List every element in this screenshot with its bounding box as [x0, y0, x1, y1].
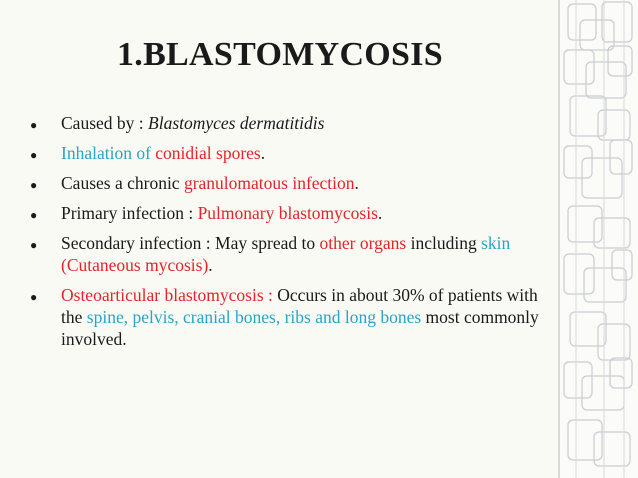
bullet-dot-icon: ● — [30, 208, 38, 222]
highlight-text: other organs — [319, 233, 407, 253]
bullet-text: . — [354, 173, 359, 193]
highlight-text: Osteoarticular blastomycosis : — [61, 285, 278, 305]
bullet-text: . — [377, 203, 383, 223]
bullet-item-chronic — [30, 172, 560, 194]
bullet-text: Inhalation of — [61, 143, 156, 163]
highlight-text: granulomatous infection — [183, 173, 355, 193]
bullet-item-osteoarticular — [30, 284, 560, 350]
bullet-list — [30, 112, 560, 358]
highlight-text: (Cutaneous mycosis) — [61, 255, 209, 275]
bullet-text: Caused by : — [61, 113, 149, 133]
bullet-dot-icon: ● — [30, 238, 38, 252]
organism-name: Blastomyces dermatitidis — [148, 113, 325, 133]
bullet-dot-icon: ● — [30, 178, 38, 192]
bullet-text: . — [208, 255, 213, 275]
highlight-text: Pulmonary blastomycosis — [197, 203, 378, 223]
bullet-text: including — [406, 233, 482, 253]
decorative-divider — [558, 0, 560, 478]
bullet-text: Occurs in about 30% of patients with the — [61, 285, 538, 327]
slide-title: 1.BLASTOMYCOSIS — [116, 36, 444, 73]
decorative-border-pattern — [558, 0, 638, 478]
bullet-item-inhalation — [30, 142, 560, 164]
bullet-dot-icon: ● — [30, 290, 38, 304]
highlight-text: spine, pelvis, cranial bones, ribs and long bones — [86, 307, 422, 327]
decorative-pattern-icon — [558, 0, 638, 478]
bullet-text: most commonly involved. — [61, 307, 539, 349]
bullet-dot-icon: ● — [30, 148, 38, 162]
bullet-text: Causes a chronic — [61, 173, 184, 193]
bullet-text: Secondary infection : May spread to — [61, 233, 320, 253]
bullet-dot-icon: ● — [30, 118, 38, 132]
highlight-text: conidial spores — [155, 143, 261, 163]
highlight-text: skin — [481, 233, 511, 253]
bullet-item-primary — [30, 202, 560, 224]
bullet-text: . — [260, 143, 266, 163]
bullet-item-secondary — [30, 232, 560, 276]
bullet-item-cause — [30, 112, 560, 134]
bullet-text: Primary infection : — [61, 203, 198, 223]
